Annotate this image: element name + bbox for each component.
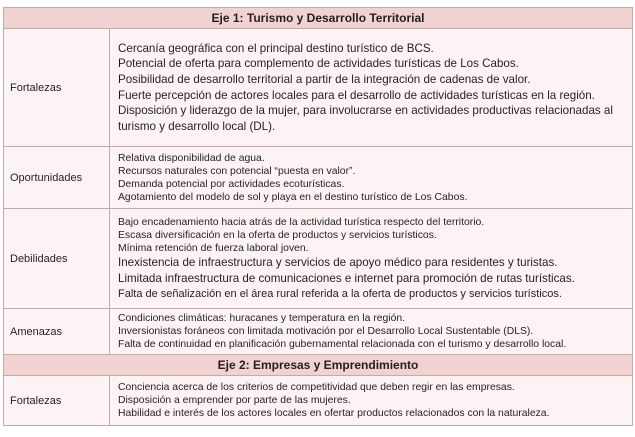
list-item: Disposición a emprender por parte de las mujeres. bbox=[118, 395, 351, 406]
section-header-row bbox=[4, 8, 633, 29]
category-amenazas: Amenazas bbox=[4, 309, 110, 355]
list-item: Bajo encadenamiento hacia atrás de la actividad turística respecto del territorio. bbox=[118, 217, 485, 229]
section-title-eje-1: Eje 1: Turismo y Desarrollo Territorial bbox=[4, 8, 633, 29]
section-title-eje-2: Eje 2: Empresas y Emprendimiento bbox=[4, 355, 633, 376]
list-item: Cercanía geográfica con el principal destino turístico de BCS. bbox=[118, 41, 434, 55]
items-cell bbox=[110, 209, 633, 309]
table-row-fortalezas bbox=[4, 376, 633, 426]
list-item: Potencial de oferta para complemento de actividades turísticas de Los Cabos. bbox=[118, 57, 519, 71]
items-cell bbox=[110, 309, 633, 355]
table-row-oportunidades bbox=[4, 147, 633, 209]
list-item: Escasa diversificación en la oferta de productos y servicios turísticos. bbox=[118, 230, 437, 242]
list-item: Relativa disponibilidad de agua. bbox=[118, 152, 265, 164]
list-item: Mínima retención de fuerza laboral joven. bbox=[118, 243, 309, 255]
list-item: Condiciones climáticas: huracanes y temperatura en la región. bbox=[118, 313, 406, 324]
list-item: Demanda potencial por actividades ecoturísticas. bbox=[118, 178, 345, 190]
section-header-row bbox=[4, 355, 633, 376]
table-row-debilidades bbox=[4, 209, 633, 309]
list-item: Recursos naturales con potencial “puesta en valor”. bbox=[118, 165, 356, 177]
list-item: Conciencia acerca de los criterios de competitividad que deben regir en las empresas. bbox=[118, 382, 515, 393]
list-item: Falta de continuidad en planificación gubernamental relacionada con el turismo y desarrollo local. bbox=[118, 339, 567, 350]
swot-table bbox=[3, 7, 633, 426]
list-item: Disposición y liderazgo de la mujer, para involucrarse en actividades productivas relacionadas al turismo y desarrollo local (DL). bbox=[118, 104, 613, 133]
items-cell bbox=[110, 376, 633, 426]
table-row-fortalezas bbox=[4, 29, 633, 147]
table-row-amenazas bbox=[4, 309, 633, 355]
list-item: Fuerte percepción de actores locales para el desarrollo de actividades turísticas en la región. bbox=[118, 88, 595, 102]
items-cell bbox=[110, 147, 633, 209]
list-item: Agotamiento del modelo de sol y playa en el destino turístico de Los Cabos. bbox=[118, 191, 468, 203]
category-fortalezas: Fortalezas bbox=[4, 29, 110, 147]
list-item: Inversionistas foráneos con limitada motivación por el Desarrollo Local Sustentable (DLS). bbox=[118, 326, 534, 337]
list-item: Habilidad e interés de los actores locales en ofertar productos relacionados con la naturaleza. bbox=[118, 408, 550, 419]
category-oportunidades: Oportunidades bbox=[4, 147, 110, 209]
list-item: Falta de señalización en el área rural referida a la oferta de productos y servicios turísticos. bbox=[118, 287, 562, 300]
category-fortalezas: Fortalezas bbox=[4, 376, 110, 426]
items-cell bbox=[110, 29, 633, 147]
list-item: Limitada infraestructura de comunicaciones e internet para promoción de rutas turísticas. bbox=[118, 272, 575, 285]
category-debilidades: Debilidades bbox=[4, 209, 110, 309]
list-item: Posibilidad de desarrollo territorial a partir de la integración de cadenas de valor. bbox=[118, 72, 531, 86]
list-item: Inexistencia de infraestructura y servicios de apoyo médico para residentes y turistas. bbox=[118, 256, 558, 270]
